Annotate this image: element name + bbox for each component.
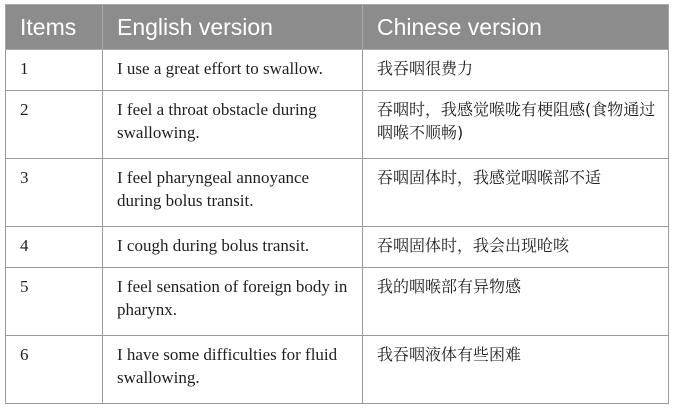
- english-text: I feel a throat obstacle during swallowing.: [103, 91, 363, 159]
- chinese-text: 吞咽时，我感觉喉咙有梗阻感(食物通过咽喉不顺畅): [363, 91, 669, 159]
- item-number: 5: [6, 268, 103, 336]
- english-text: I have some difficulties for fluid swallowing.: [103, 336, 363, 404]
- english-text: I use a great effort to swallow.: [103, 50, 363, 91]
- item-number: 3: [6, 159, 103, 227]
- table-row: [6, 336, 669, 404]
- table-row: [6, 91, 669, 159]
- english-text: I cough during bolus transit.: [103, 227, 363, 268]
- header-items: Items: [6, 5, 103, 50]
- items-table: [5, 4, 669, 404]
- english-text: I feel sensation of foreign body in pharynx.: [103, 268, 363, 336]
- table-row: [6, 268, 669, 336]
- header-english-version: English version: [103, 5, 363, 50]
- item-number: 2: [6, 91, 103, 159]
- english-text: I feel pharyngeal annoyance during bolus transit.: [103, 159, 363, 227]
- chinese-text: 我吞咽液体有些困难: [363, 336, 669, 404]
- header-row: [6, 5, 669, 50]
- table-row: [6, 227, 669, 268]
- item-number: 6: [6, 336, 103, 404]
- chinese-text: 吞咽固体时，我感觉咽喉部不适: [363, 159, 669, 227]
- chinese-text: 我吞咽很费力: [363, 50, 669, 91]
- item-number: 4: [6, 227, 103, 268]
- table-row: [6, 159, 669, 227]
- chinese-text: 我的咽喉部有异物感: [363, 268, 669, 336]
- item-number: 1: [6, 50, 103, 91]
- table-row: [6, 50, 669, 91]
- chinese-text: 吞咽固体时，我会出现呛咳: [363, 227, 669, 268]
- header-chinese-version: Chinese version: [363, 5, 669, 50]
